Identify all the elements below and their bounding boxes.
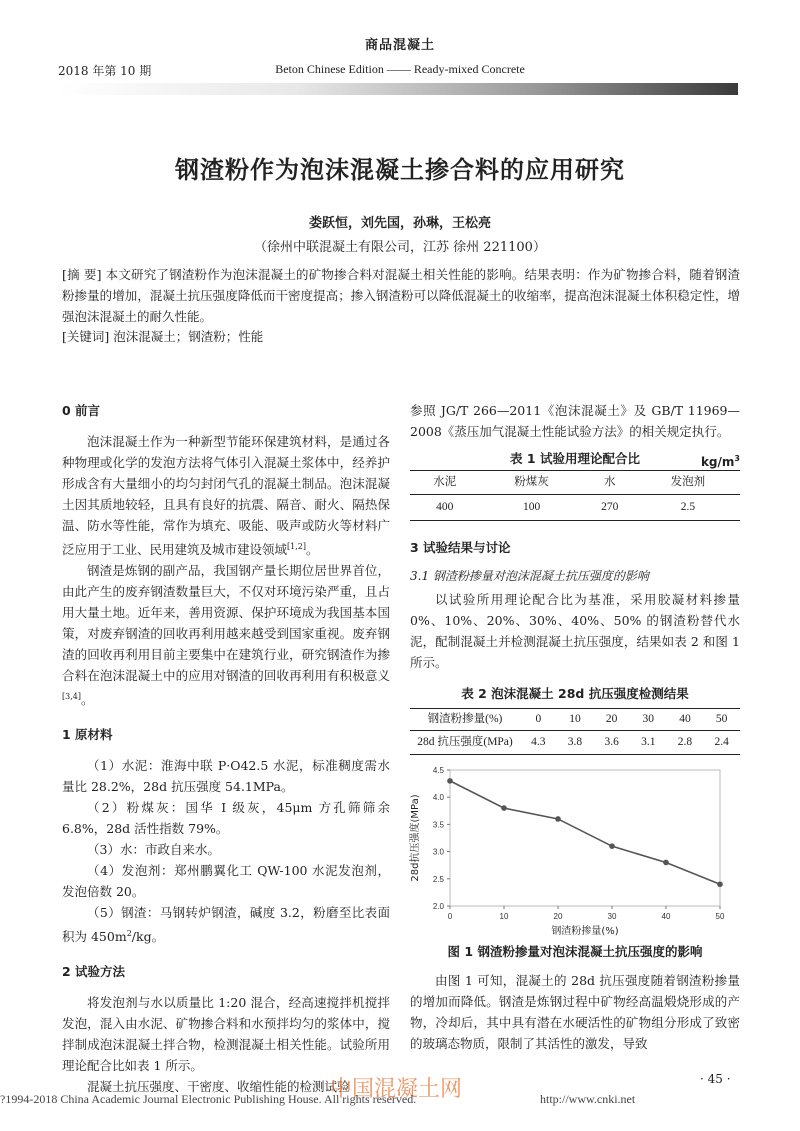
section-3-1-heading: 3.1 钢渣粉掺量对泡沫混凝土抗压强度的影响 — [410, 569, 649, 583]
y-tick-label: 4.0 — [432, 793, 444, 803]
abstract-text: 本文研究了钢渣粉作为泡沫混凝土的矿物掺合料对混凝土相关性能的影响。结果表明：作为矿物掺合料，随着钢渣粉掺量的增加，混凝土抗压强度降低而干密度提高；掺入钢渣粉可以降低混凝土的收缩率，提高泡沫混凝土体积稳定性，增强泡沫混凝土的耐久性能。 — [62, 267, 740, 324]
x-tick-label: 40 — [661, 912, 671, 921]
table1-value-cell: 400 — [436, 501, 454, 513]
paper-title: 钢渣粉作为泡沫混凝土掺合料的应用研究 — [175, 156, 625, 184]
table1-value-cell: 270 — [601, 501, 619, 513]
section-1-heading: 1 原材料 — [62, 727, 113, 743]
discussion — [410, 970, 740, 1054]
right-column — [410, 400, 740, 755]
abstract-label: [摘 要] — [62, 267, 102, 282]
table2-cell: 3.6 — [604, 736, 619, 748]
data-point — [501, 805, 507, 811]
table2-cell: 30 — [642, 713, 655, 725]
y-tick-label: 3.5 — [432, 820, 444, 830]
section-2-heading: 2 试验方法 — [62, 964, 126, 980]
x-tick-label: 30 — [607, 912, 617, 921]
copyright-notice: ?1994-2018 China Academic Journal Electronic Publishing House. All rights reserved. — [0, 1092, 417, 1106]
y-tick-label: 2.5 — [432, 874, 444, 884]
authors: 娄跃恒，刘先国，孙琳，王松亮 — [308, 216, 491, 231]
section-3-heading: 3 试验结果与讨论 — [410, 540, 511, 555]
data-point — [555, 816, 561, 822]
material-5: （5）钢渣：马钢转炉钢渣，碱度 3.2，粉磨至比表面积为 $450m^2/kg$。 — [62, 905, 390, 945]
table1-value-cell: 100 — [522, 501, 541, 513]
x-tick-label: 50 — [715, 912, 725, 921]
table2-cell: 3.1 — [641, 736, 656, 748]
affiliation: （徐州中联混凝土有限公司，江苏 徐州 221100） — [254, 240, 546, 255]
method-continued: 参照 JG/T 266—2011《泡沫混凝土》及 GB/T 11969—2008《蒸压加气混凝土性能试验方法》的相关规定执行。 — [410, 403, 740, 439]
table2-cell: 50 — [715, 713, 728, 725]
table2-cell: 3.8 — [567, 736, 583, 748]
table2-row-label: 钢渣粉掺量(%) — [427, 713, 503, 725]
method-paragraph-1: 将发泡剂与水以质量比 1:20 混合，经高速搅拌机搅拌发泡，混入由水泥、矿物掺合料和水预拌均匀的浆体中，搅拌制成泡沫混凝土拌合物，检测混凝土相关性能。试验所用理论配合比如表 1 所示。 — [62, 995, 390, 1074]
data-point — [663, 860, 669, 866]
x-tick-label: 20 — [553, 912, 563, 921]
header-gradient-bar — [58, 83, 738, 95]
x-tick-label: 10 — [499, 912, 509, 921]
abstract — [62, 264, 740, 327]
table2-cell: 10 — [569, 713, 581, 725]
section-0-heading: 0 前言 — [62, 403, 101, 418]
material-3: （3）水：市政自来水。 — [87, 842, 220, 858]
table1-title: 表 1 试验用理论配合比 — [510, 451, 640, 466]
x-tick-label: 0 — [447, 912, 453, 921]
intro-paragraph-1: 泡沫混凝土作为一种新型节能环保建筑材料，是通过各种物理或化学的发泡方法将气体引入混凝土浆体中，经养护形成含有大量细小的均匀封闭气孔的混凝土制品。泡沫混凝土因其质地较轻，且具有良好的抗震、隔音、耐火、隔热保温、防水等性能，常作为填充、吸能、吸声或防火等材料广泛应用于工业、民用建筑及城市建设领域[1,2]。 — [62, 434, 390, 558]
table2-cell: 4.3 — [531, 736, 546, 748]
journal-brand: 商品混凝土 — [364, 38, 435, 53]
table2-cell: 2.4 — [714, 736, 729, 748]
material-2: （2）粉煤灰：国华 I 级灰，45μm 方孔筛筛余 6.8%，28d 活性指数 79%。 — [62, 800, 390, 837]
material-4: （4）发泡剂：郑州鹏翼化工 QW-100 水泥发泡剂，发泡倍数 20。 — [62, 863, 390, 900]
left-column — [62, 400, 390, 1097]
x-axis-label: 钢渣粉掺量(%) — [551, 926, 619, 937]
issue-label: 2018 年第 10 期 — [58, 64, 152, 78]
series-line — [450, 781, 720, 884]
keywords-label: [关键词] — [62, 329, 110, 344]
y-tick-label: 3.0 — [432, 847, 444, 857]
table2-row-label: 28d 抗压强度(MPa) — [417, 736, 513, 748]
table2-title: 表 2 泡沫混凝土 28d 抗压强度检测结果 — [461, 686, 689, 701]
plot-frame — [450, 770, 720, 906]
site-watermark: 中国混凝土网 — [330, 1077, 463, 1102]
table2-cell: 20 — [605, 713, 618, 725]
table1-header-cell: 粉煤灰 — [514, 476, 549, 488]
table1-header-cell: 水 — [603, 476, 616, 488]
page-number: · 45 · — [700, 1072, 731, 1086]
table1 — [410, 470, 740, 521]
figure1-caption: 图 1 钢渣粉掺量对泡沫混凝土抗压强度的影响 — [447, 944, 703, 959]
table2-cell: 0 — [535, 713, 542, 725]
table1-unit: $kg/m^3$ — [700, 454, 740, 469]
data-point — [447, 778, 453, 784]
y-tick-label: 2.0 — [432, 902, 444, 911]
table2-cell: 2.8 — [677, 736, 693, 748]
keywords — [62, 327, 740, 345]
data-point — [717, 881, 723, 887]
table1-value-cell: 2.5 — [680, 501, 696, 513]
cnki-url: http://www.cnki.net — [540, 1092, 636, 1106]
y-tick-label: 4.5 — [432, 766, 444, 775]
table1-title-row — [410, 448, 740, 470]
table2 — [410, 708, 740, 755]
discussion-paragraph: 由图 1 可知，混凝土的 28d 抗压强度随着钢渣粉掺量的增加而降低。钢渣是炼钢过程中矿物经高温煅烧形成的产物，冷却后，其中具有潜在水硬活性的矿物组分形成了致密的玻璃态物质，限制了其活性的激发，导致 — [410, 973, 740, 1051]
intro-paragraph-2: 钢渣是炼钢的副产品，我国钢产量长期位居世界首位，由此产生的废弃钢渣数量巨大，不仅对环境污染严重，且占用大量土地。近年来，善用资源、保护环境成为我国基本国策，对废弃钢渣的回收再利用越来越受到国家重视。废弃钢渣的回收再利用目前主要集中在建筑行业，研究钢渣作为掺合料在泡沫混凝土中的应用对钢渣的回收再利用有积极意义[3,4]。 — [62, 563, 390, 708]
data-point — [609, 843, 615, 849]
figure1-chart — [400, 762, 740, 942]
y-axis-label: 28d抗压强度(MPa) — [410, 794, 421, 882]
material-1: （1）水泥：淮海中联 P·O42.5 水泥，标准稠度需水量比 28.2%，28d 抗压强度 54.1MPa。 — [62, 758, 390, 795]
journal-subtitle: Beton Chinese Edition —— Ready-mixed Concrete — [275, 62, 525, 76]
table2-cell: 40 — [679, 713, 691, 725]
table1-header-cell: 发泡剂 — [670, 476, 706, 488]
keywords-text: 泡沫混凝土；钢渣粉；性能 — [113, 329, 264, 344]
table1-header-cell: 水泥 — [433, 476, 457, 488]
method-paragraph-2: 混凝土抗压强度、干密度、收缩性能的检测试验 — [87, 1079, 350, 1095]
results-paragraph: 以试验所用理论配合比为基准，采用胶凝材料掺量 0%、10%、20%、30%、40%、50% 的钢渣粉替代水泥，配制混凝土并检测混凝土抗压强度，结果如表 2 和图 1 所示。 — [410, 592, 740, 670]
